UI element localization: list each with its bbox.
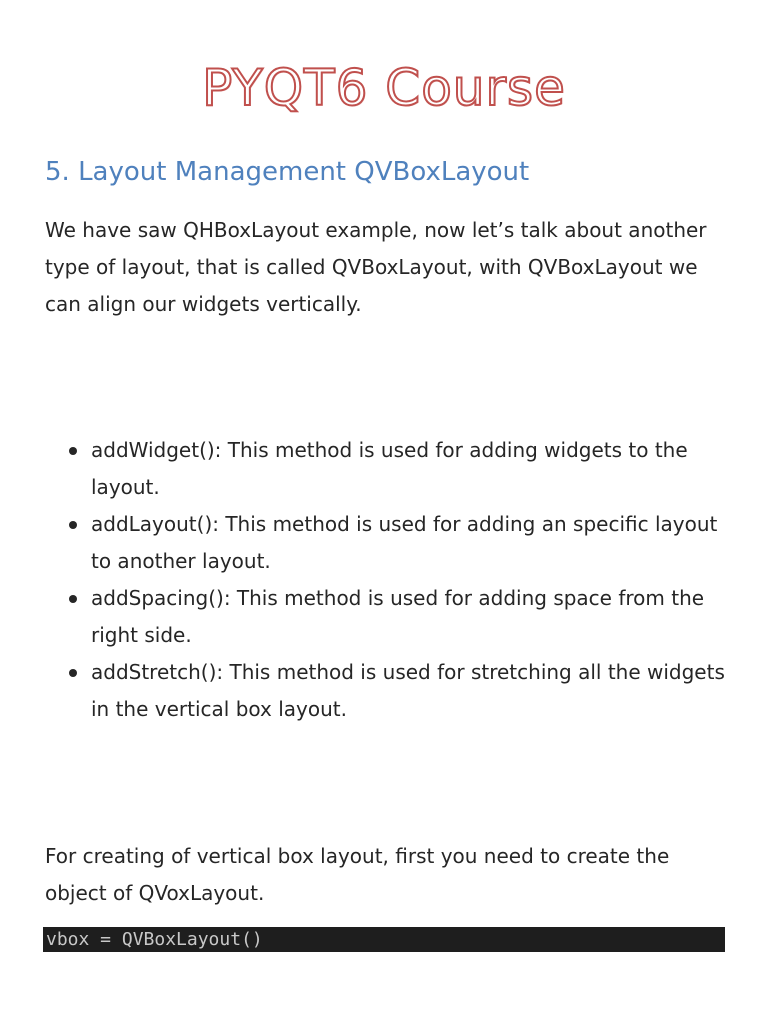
bullet-icon [69,669,77,677]
method-list [45,432,735,728]
section-heading: 5. Layout Management QVBoxLayout [45,157,530,187]
list-item [45,580,735,654]
list-item [45,432,735,506]
list-item-text: addSpacing(): This method is used for adding space from the right side. [91,586,705,647]
outro-paragraph: For creating of vertical box layout, first you need to create the object of QVoxLayout. [45,844,670,905]
list-item-text: addWidget(): This method is used for adding widgets to the layout. [91,438,688,499]
bullet-icon [69,521,77,529]
course-title: PYQT6 Course [202,59,566,117]
bullet-icon [69,447,77,455]
code-block: vbox = QVBoxLayout() [43,927,725,952]
list-item-text: addStretch(): This method is used for stretching all the widgets in the vertical box layout. [91,660,725,721]
list-item [45,654,735,728]
list-item [45,506,735,580]
intro-paragraph: We have saw QHBoxLayout example, now let’s talk about another type of layout, that is called QVBoxLayout, with QVBoxLayout we can align our widgets vertically. [45,218,707,316]
list-item-text: addLayout(): This method is used for adding an specific layout to another layout. [91,512,718,573]
bullet-icon [69,595,77,603]
